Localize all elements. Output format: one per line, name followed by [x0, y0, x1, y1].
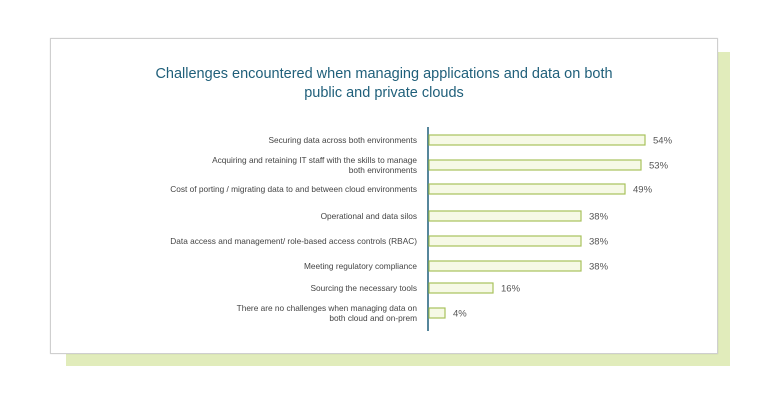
category-label-1: [212, 155, 417, 175]
bar-5: [429, 261, 581, 271]
value-label-5: 38%: [589, 261, 609, 273]
category-label-3-line-0: Operational and data silos: [320, 211, 417, 221]
category-label-5: [304, 261, 417, 271]
category-label-3: [321, 211, 417, 221]
chart-title-line-2: public and private clouds: [304, 85, 464, 101]
bar-0: [429, 135, 645, 145]
category-label-6-line-0: Sourcing the necessary tools: [310, 283, 417, 293]
bar-2: [429, 184, 625, 194]
value-label-2: 49%: [633, 184, 653, 196]
category-label-2-line-0: Cost of porting / migrating data to and between cloud environments: [170, 184, 417, 194]
value-label-6: 16%: [501, 283, 521, 295]
bar-4: [429, 236, 581, 246]
chart-title-line-1: Challenges encountered when managing applications and data on both: [155, 66, 613, 82]
bar-3: [429, 211, 581, 221]
category-label-0: [268, 135, 417, 145]
category-label-7-line-1: both cloud and on-prem: [329, 313, 417, 323]
bar-6: [429, 283, 493, 293]
category-label-1-line-1: both environments: [348, 165, 417, 175]
bar-chart-plot: [51, 39, 717, 353]
category-label-5-line-0: Meeting regulatory compliance: [304, 261, 417, 271]
chart-card: [50, 38, 718, 354]
category-label-4: [170, 236, 417, 246]
value-label-3: 38%: [589, 211, 609, 223]
category-label-4-line-0: Data access and management/ role-based access controls (RBAC): [170, 236, 417, 246]
category-label-7: [237, 303, 418, 323]
value-label-1: 53%: [649, 160, 669, 172]
category-label-7-line-0: There are no challenges when managing data on: [236, 303, 417, 313]
category-label-2: [170, 184, 417, 194]
value-label-0: 54%: [653, 135, 673, 147]
category-label-0-line-0: Securing data across both environments: [268, 135, 417, 145]
category-label-1-line-0: Acquiring and retaining IT staff with the skills to manage: [212, 155, 417, 165]
value-label-7: 4%: [453, 308, 467, 320]
bar-7: [429, 308, 445, 318]
category-label-6: [310, 283, 417, 293]
bar-1: [429, 160, 641, 170]
value-label-4: 38%: [589, 236, 609, 248]
